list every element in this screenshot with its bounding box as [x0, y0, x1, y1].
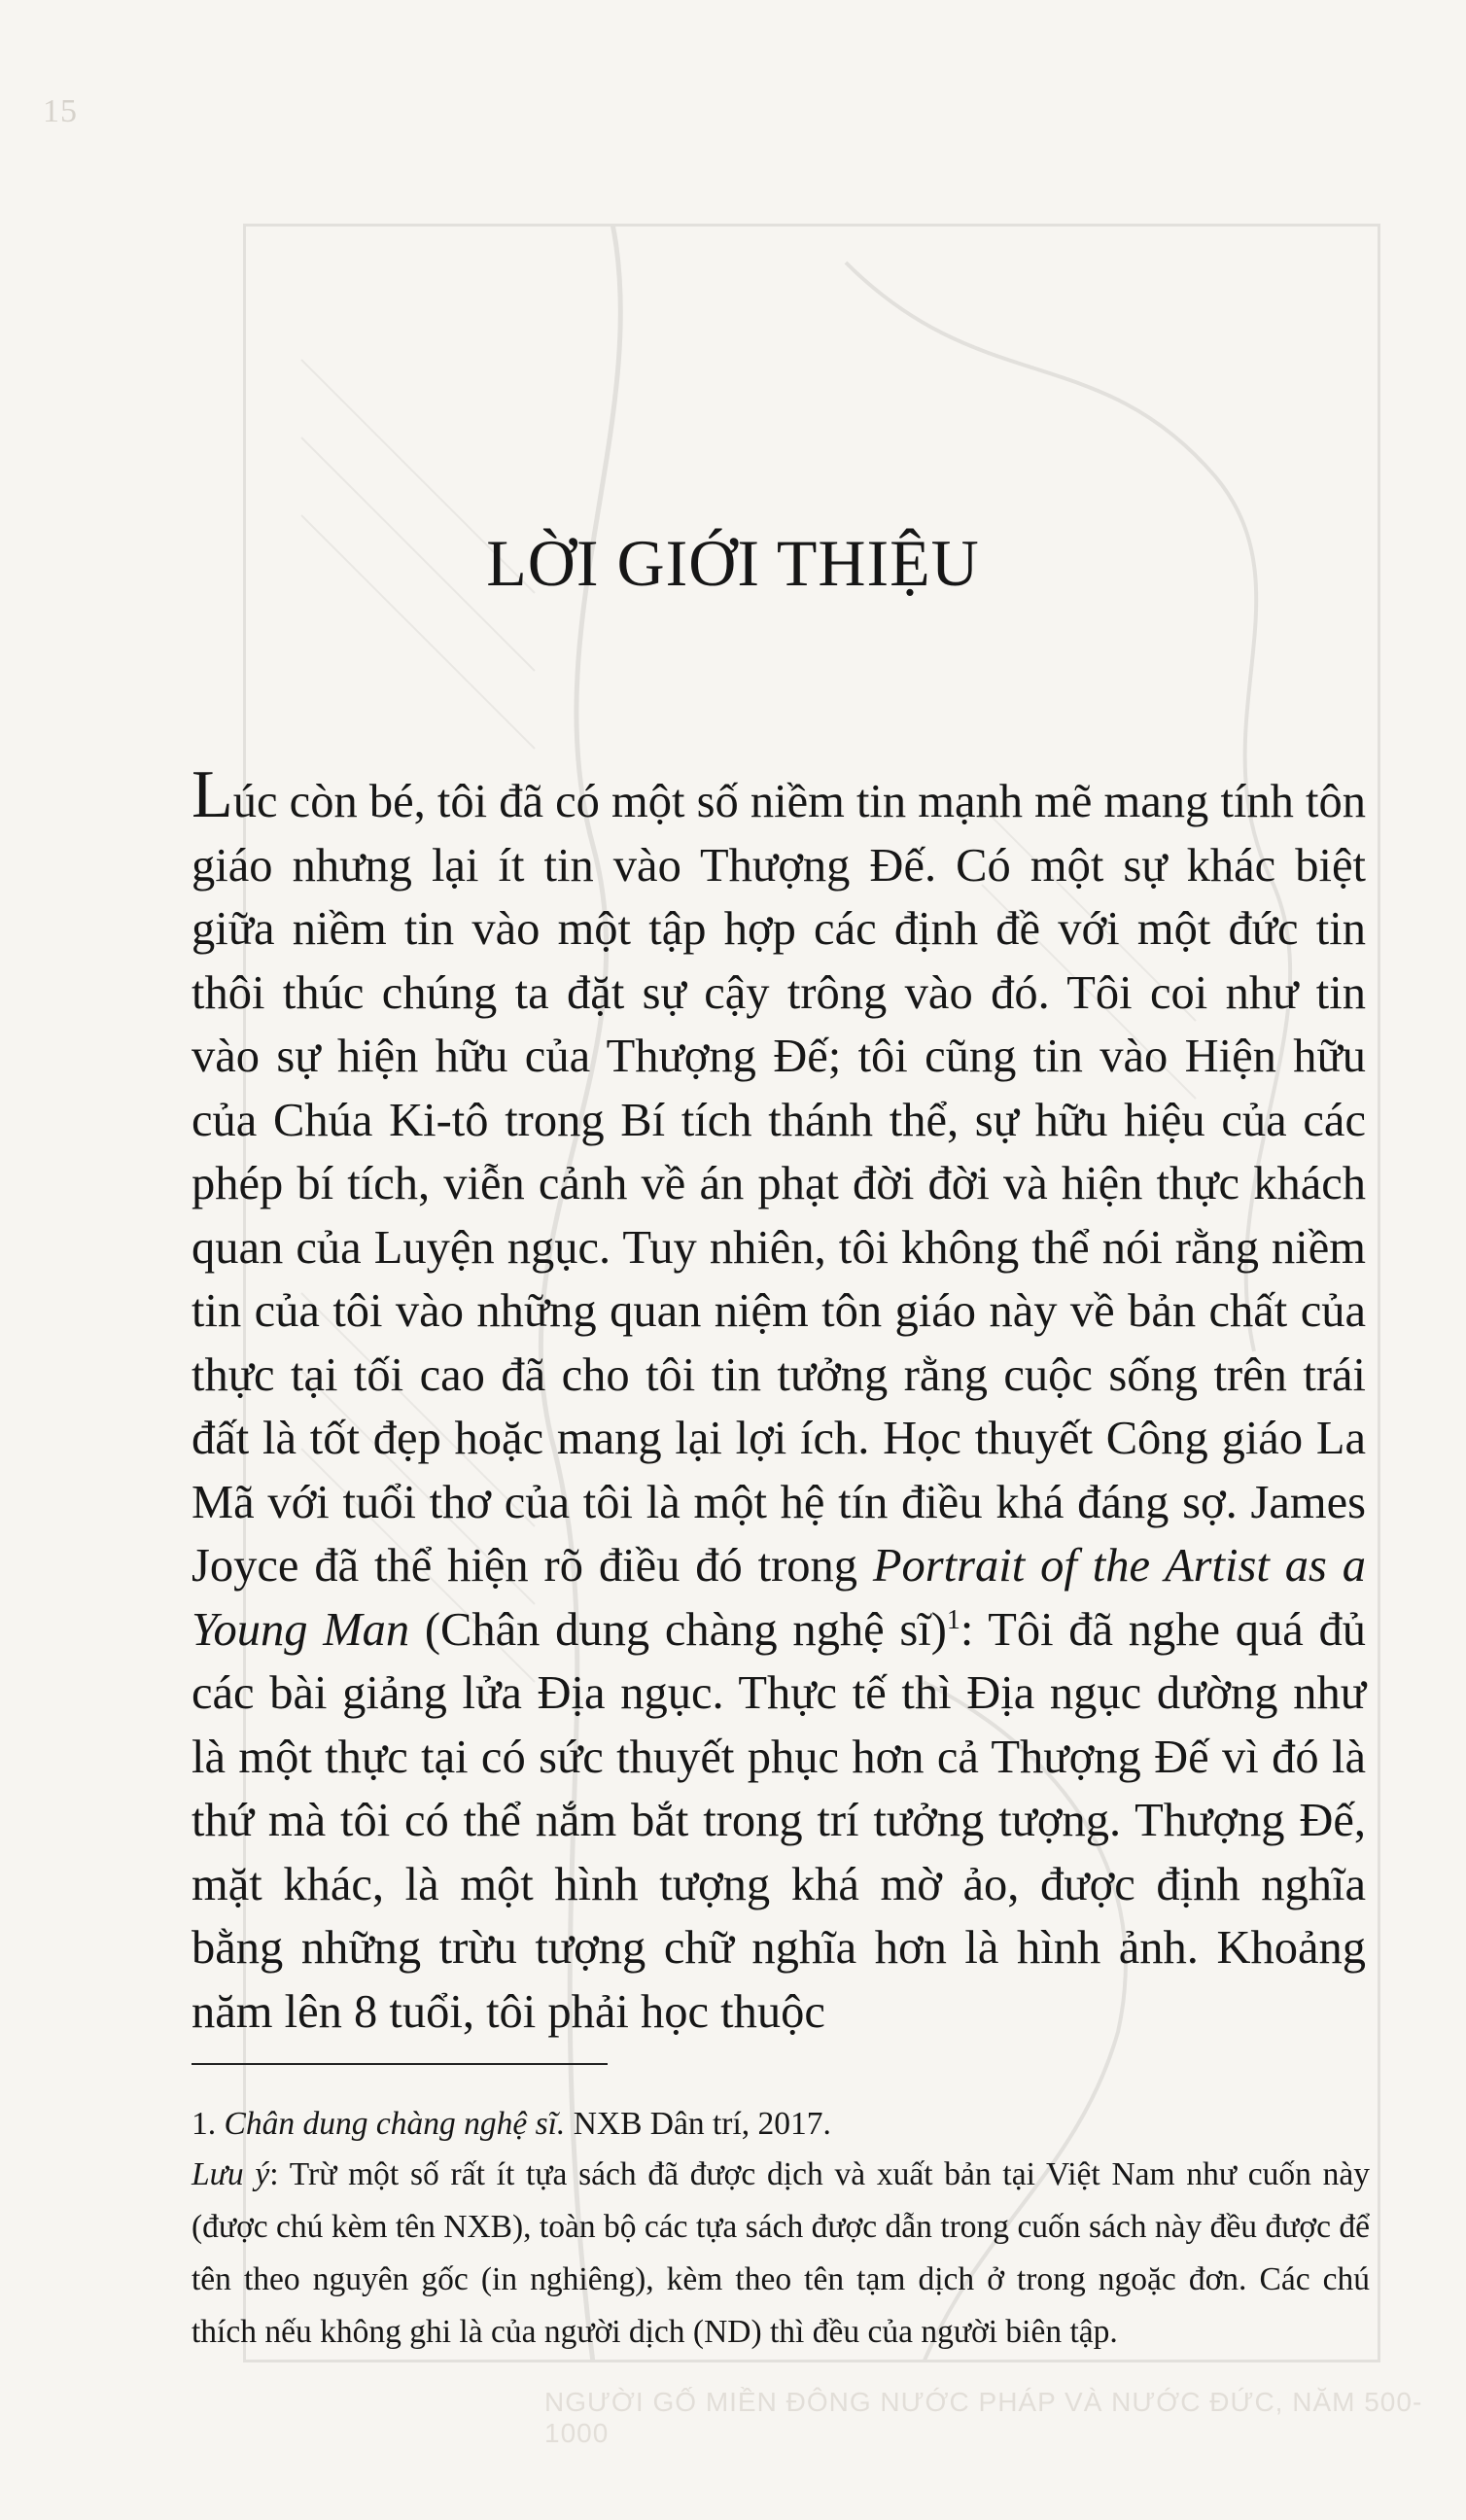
- footnote-1-number: 1.: [192, 2106, 225, 2142]
- paragraph-text-part3: : Tôi đã nghe quá đủ các bài giảng lửa Địa ngục. Thực tế thì Địa ngục dường như là một thực tại có sức thuyết phục hơn cả Thượng Đế vì đó là thứ mà tôi có thể nắm bắt trong trí tưởng tượng. Thượng Đế, mặt khác, là một hình tượng khá mờ ảo, được định nghĩa bằng những trừu tượng chữ nghĩa hơn là hình ảnh. Khoảng năm lên 8 tuổi, tôi phải học thuộc: [192, 1603, 1367, 2038]
- translator-note-label: Lưu ý: [192, 2156, 270, 2192]
- paragraph-text-part1: úc còn bé, tôi đã có một số niềm tin mạnh mẽ mang tính tôn giáo nhưng lại ít tin vào Thượng Đế. Có một sự khác biệt giữa niềm tin vào một tập hợp các định đề với một đức tin thôi thúc chúng ta đặt sự cậy trông vào đó. Tôi coi như tin vào sự hiện hữu của Thượng Đế; tôi cũng tin vào Hiện hữu của Chúa Ki-tô trong Bí tích thánh thể, sự hữu hiệu của các phép bí tích, viễn cảnh về án phạt đời đời và hiện thực khách quan của Luyện ngục. Tuy nhiên, tôi không thể nói rằng niềm tin của tôi vào những quan niệm tôn giáo này về bản chất của thực tại tối cao đã cho tôi tin tưởng rằng cuộc sống trên trái đất là tốt đẹp hoặc mang lại lợi ích. Học thuyết Công giáo La Mã với tuổi thơ của tôi là một hệ tín điều khá đáng sợ. James Joyce đã thể hiện rõ điều đó trong: [192, 776, 1366, 1592]
- translator-note-text: : Trừ một số rất ít tựa sách đã được dịch và xuất bản tại Việt Nam như cuốn này (được chú kèm tên NXB), toàn bộ các tựa sách được dẫn trong cuốn sách này đều được để tên theo nguyên gốc (in nghiêng), kèm theo tên tạm dịch ở trong ngoặc đơn. Các chú thích nếu không ghi là của người dịch (ND) thì đều của người biên tập.: [192, 2156, 1371, 2350]
- page-number: 15: [43, 93, 78, 129]
- book-title-italic: Portrait of the Artist as a Young Man: [192, 1540, 1366, 1656]
- drop-cap-letter: L: [192, 757, 233, 832]
- body-paragraph: [192, 757, 1367, 2044]
- footnote-1-rest: NXB Dân trí, 2017.: [565, 2106, 831, 2142]
- footnote-1-title: Chân dung chàng nghệ sĩ.: [224, 2106, 566, 2142]
- footnote-divider: [192, 2063, 608, 2065]
- footnote-reference: 1: [946, 1604, 960, 1635]
- translator-note: [192, 2149, 1370, 2359]
- paragraph-text-part2: (Chân dung chàng nghệ sĩ): [409, 1603, 947, 1656]
- chapter-title: LỜI GIỚI THIỆU: [486, 526, 980, 600]
- watermark-caption: NGƯỜI GỐ MIỀN ĐÔNG NƯỚC PHÁP VÀ NƯỚC ĐỨC, NĂM 500-1000: [544, 2387, 1423, 2448]
- footnote-1: [192, 2098, 1370, 2151]
